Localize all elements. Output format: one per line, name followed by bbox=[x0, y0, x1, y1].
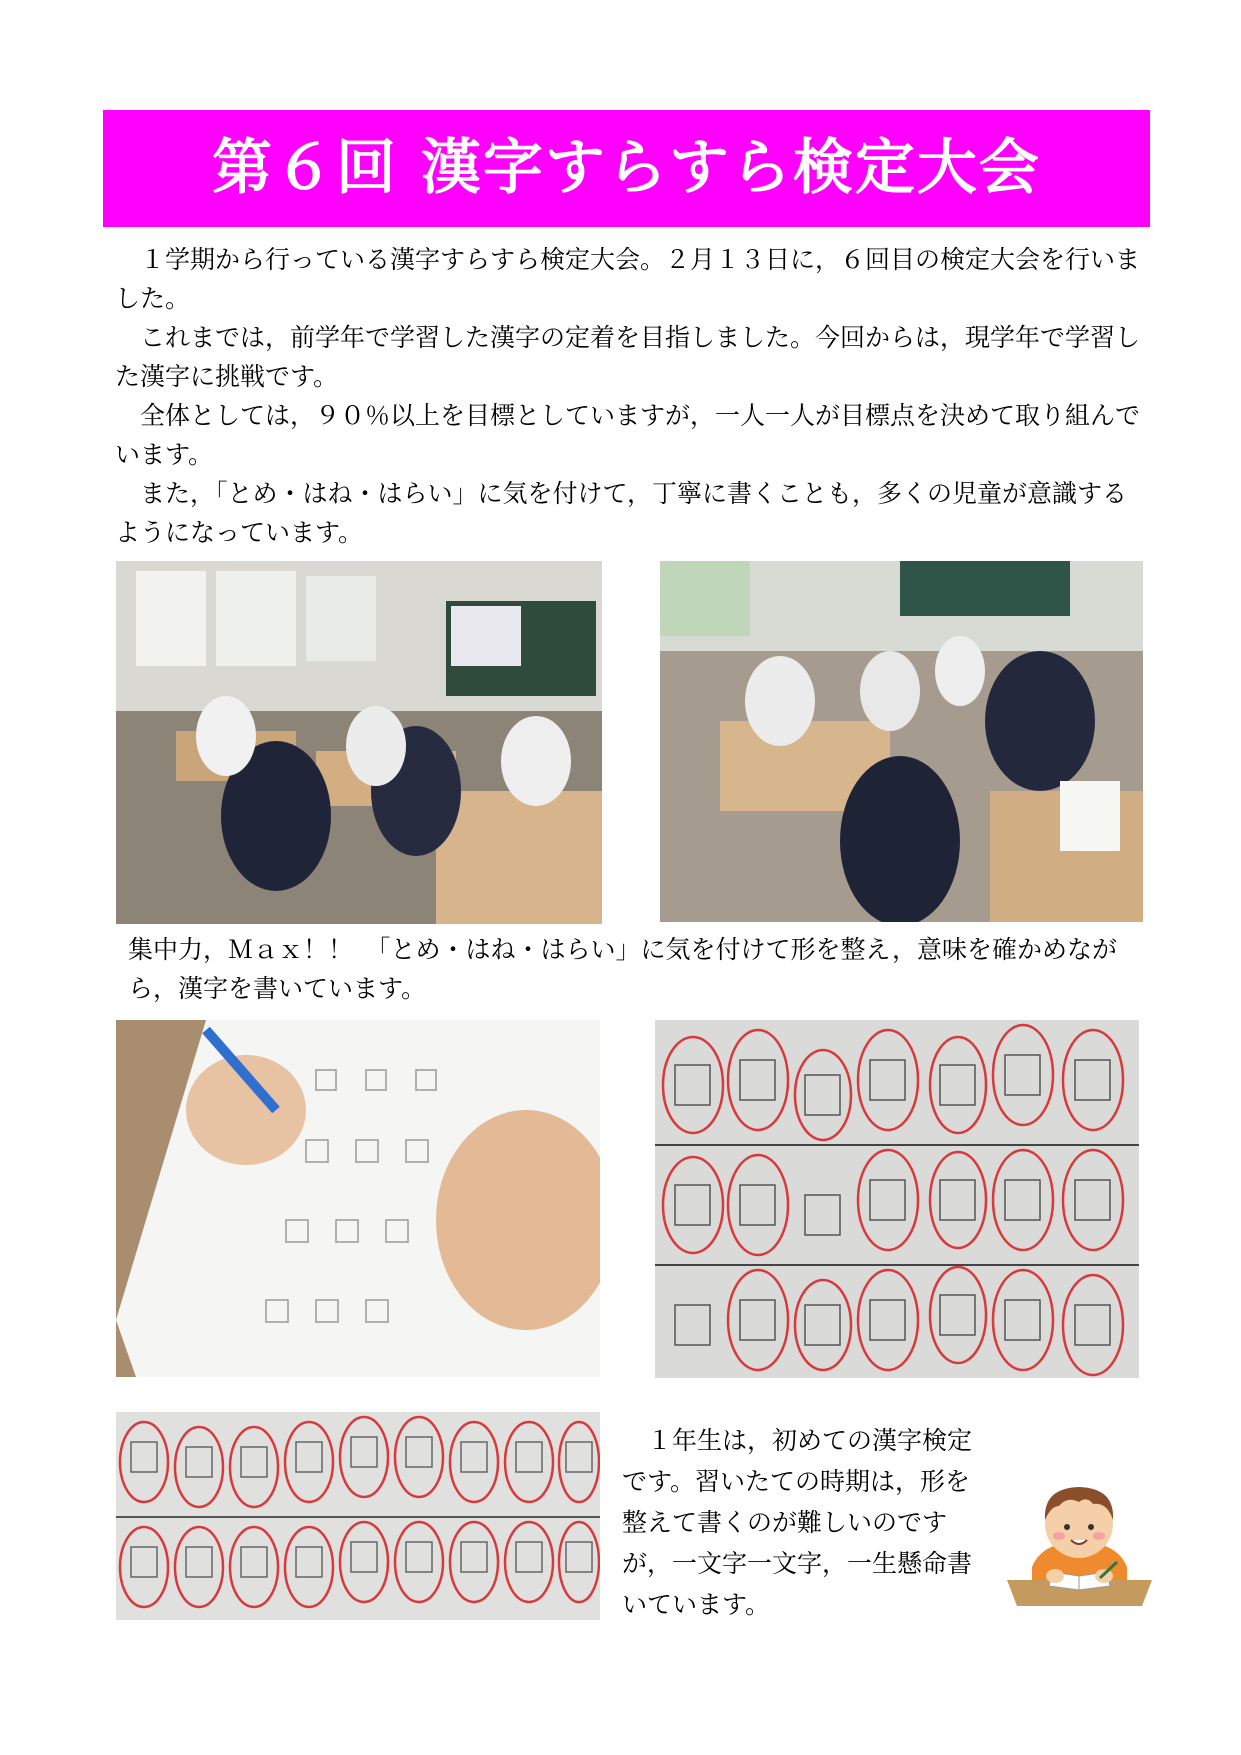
first-grade-paragraph: １年生は，初めての漢字検定です。習いたての時期は，形を整えて書くのが難しいのですが，一文字一文字，一生懸命書いています。 bbox=[622, 1426, 973, 1619]
intro-text bbox=[115, 240, 1145, 552]
first-grade-test-photo bbox=[116, 1412, 600, 1620]
studying-boy-illustration bbox=[1007, 1472, 1152, 1606]
intro-paragraph-1: １学期から行っている漢字すらすら検定大会。２月１３日に，６回目の検定大会を行いました。 bbox=[115, 245, 1141, 313]
page-title: 第６回 漢字すらすら検定大会 bbox=[212, 133, 1041, 203]
photo-caption: 集中力，Ｍａｘ！！ 「とめ・はね・はらい」に気を付けて形を整え，意味を確かめながら，漢字を書いています。 bbox=[128, 935, 1118, 1003]
classroom-photo-left bbox=[116, 561, 602, 924]
classroom-photo-right bbox=[660, 561, 1143, 922]
writing-hand-photo bbox=[116, 1020, 600, 1377]
first-grade-text bbox=[622, 1420, 992, 1625]
intro-paragraph-2: これまでは，前学年で学習した漢字の定着を目指しました。今回からは，現学年で学習した漢字に挑戦です。 bbox=[115, 323, 1141, 391]
intro-paragraph-4: また，「とめ・はね・はらい」に気を付けて，丁寧に書くことも，多くの児童が意識するようになっています。 bbox=[115, 479, 1128, 547]
intro-paragraph-3: 全体としては，９０％以上を目標としていますが，一人一人が目標点を決めて取り組んでいます。 bbox=[115, 401, 1141, 469]
title-banner bbox=[103, 110, 1150, 227]
graded-test-photo bbox=[655, 1020, 1139, 1378]
